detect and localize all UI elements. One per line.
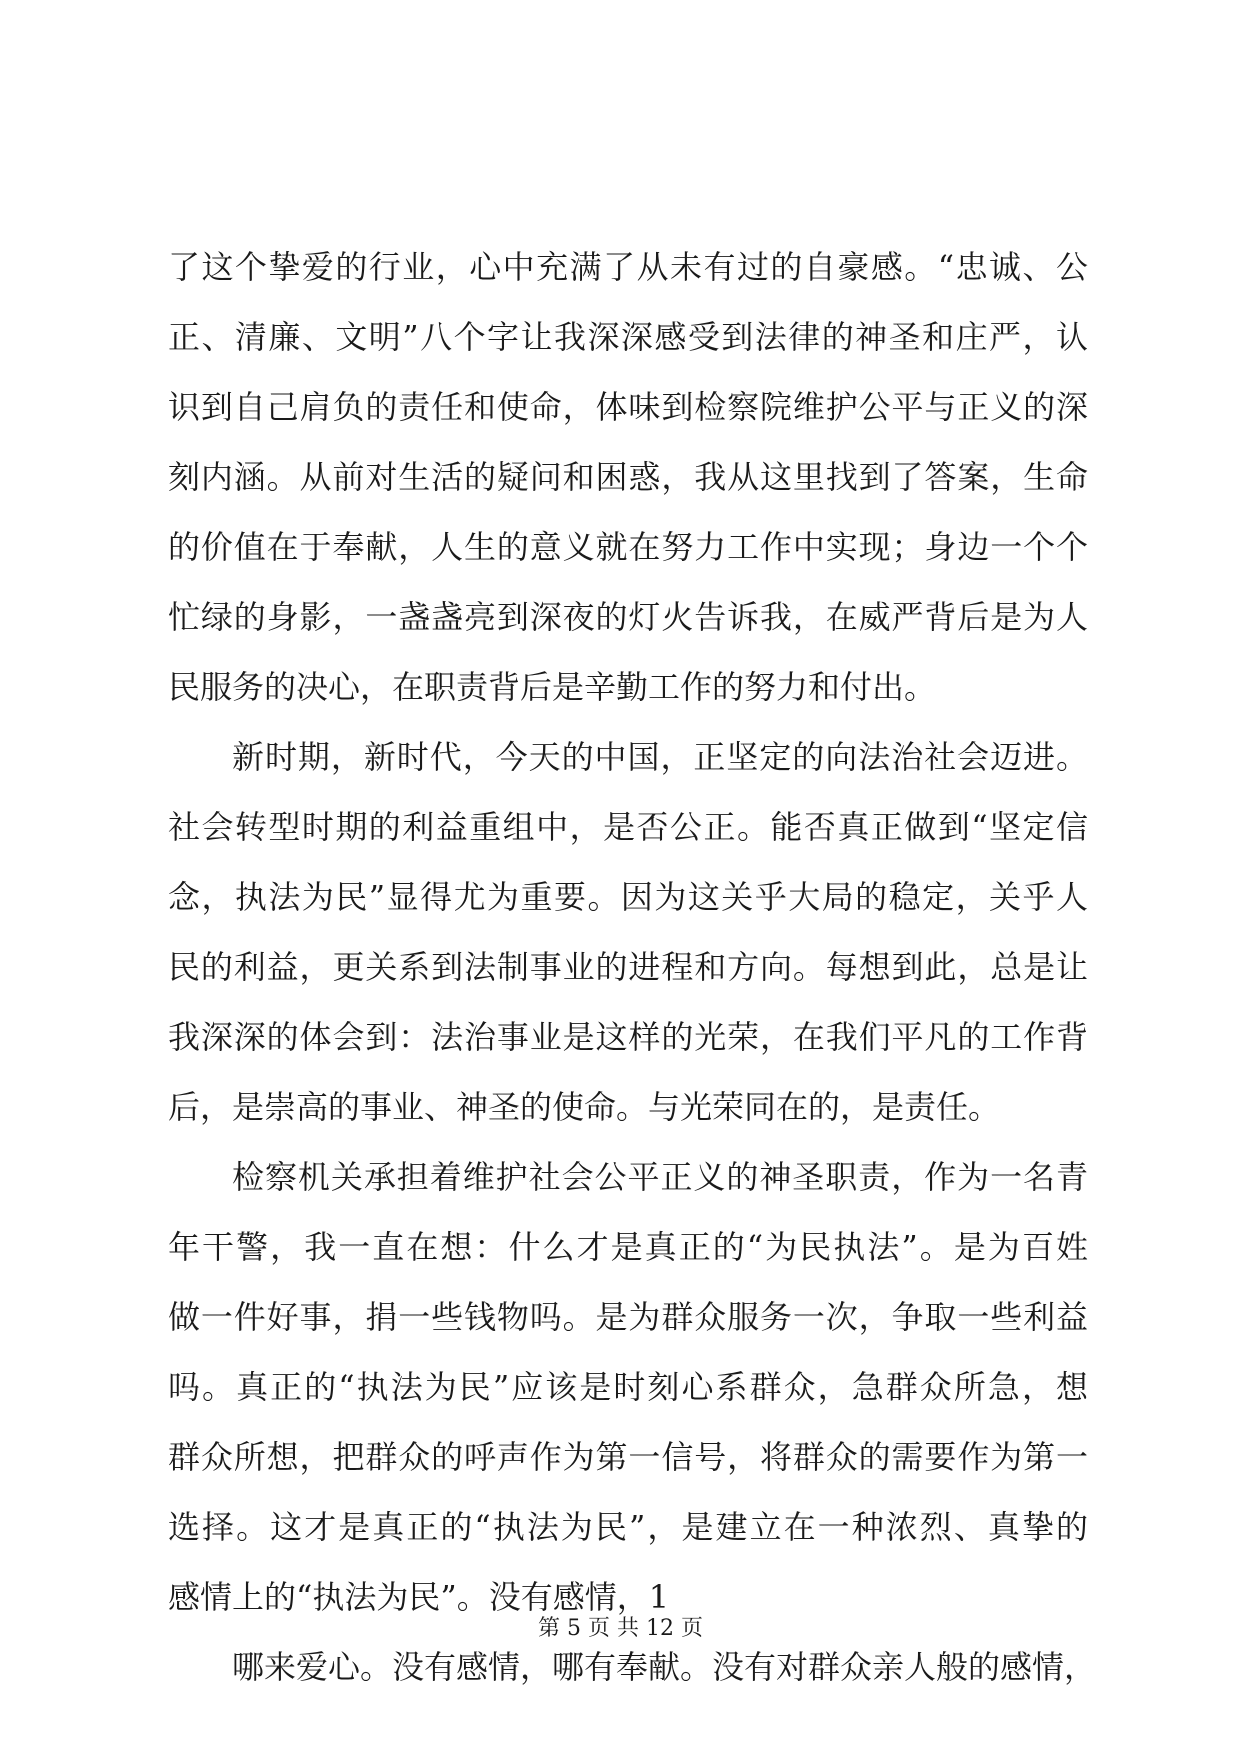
text-line: 感情上的“执法为民”。没有感情，1 [168, 1578, 670, 1616]
text-line: 年干警，我一直在想：什么才是真正的“为民执法”。是为百姓 [168, 1228, 1088, 1266]
text-line: 了这个挚爱的行业，心中充满了从未有过的自豪感。“忠诚、公 [168, 248, 1088, 286]
text-line: 民的利益，更关系到法制事业的进程和方向。每想到此，总是让 [168, 948, 1088, 986]
text-line: 哪来爱心。没有感情，哪有奉献。没有对群众亲人般的感情， [232, 1648, 1097, 1686]
text-line: 选择。这才是真正的“执法为民”，是建立在一种浓烈、真挚的 [168, 1508, 1088, 1546]
text-line: 的价值在于奉献，人生的意义就在努力工作中实现；身边一个个 [168, 528, 1088, 566]
text-line: 念，执法为民”显得尤为重要。因为这关乎大局的稳定，关乎人 [168, 878, 1088, 916]
text-line: 我深深的体会到：法治事业是这样的光荣，在我们平凡的工作背 [168, 1018, 1088, 1056]
text-line: 检察机关承担着维护社会公平正义的神圣职责，作为一名青 [232, 1158, 1088, 1196]
text-line: 民服务的决心，在职责背后是辛勤工作的努力和付出。 [168, 668, 937, 706]
text-line: 新时期，新时代，今天的中国，正坚定的向法治社会迈进。 [232, 738, 1088, 776]
text-line: 后，是崇高的事业、神圣的使命。与光荣同在的，是责任。 [168, 1088, 1001, 1126]
document-body [168, 232, 1097, 1702]
text-line: 忙绿的身影，一盏盏亮到深夜的灯火告诉我，在威严背后是为人 [168, 598, 1088, 636]
text-line: 识到自己肩负的责任和使命，体味到检察院维护公平与正义的深 [168, 388, 1088, 426]
text-line: 吗。真正的“执法为民”应该是时刻心系群众，急群众所急，想 [168, 1368, 1088, 1406]
text-line: 社会转型时期的利益重组中，是否公正。能否真正做到“坚定信 [168, 808, 1088, 846]
text-line: 群众所想，把群众的呼声作为第一信号，将群众的需要作为第一 [168, 1438, 1088, 1476]
text-line: 刻内涵。从前对生活的疑问和困惑，我从这里找到了答案，生命 [168, 458, 1088, 496]
page-number-footer: 第 5 页 共 12 页 [538, 1616, 703, 1641]
text-line: 正、清廉、文明”八个字让我深深感受到法律的神圣和庄严，认 [168, 318, 1088, 356]
text-line: 做一件好事，捐一些钱物吗。是为群众服务一次，争取一些利益 [168, 1298, 1088, 1336]
